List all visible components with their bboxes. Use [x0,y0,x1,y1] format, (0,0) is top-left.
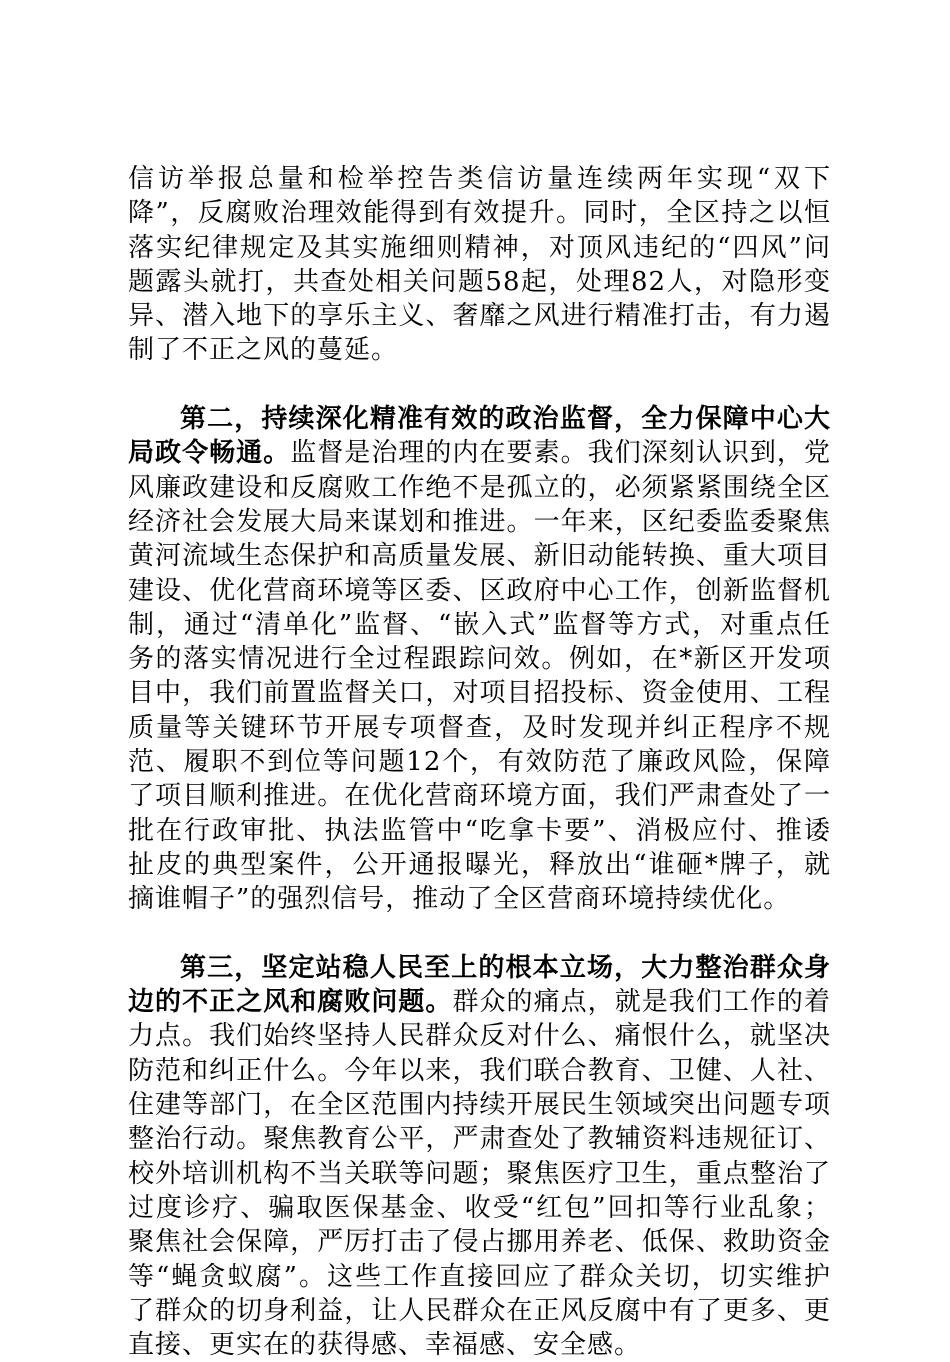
paragraph-2-heading: 第二，持续深化精准有效的政治监督，全力保障中心大局政令畅通。 [128,404,831,469]
paragraph-3-body: 群众的痛点，就是我们工作的着力点。我们始终坚持人民群众反对什么、痛恨什么，就坚决防范和纠正什么。今年以来，我们联合教育、卫健、人社、住建等部门，在全区范围内持续开展民生领域突出问题专项整治行动。聚焦教育公平，严肃查处了教辅资料违规征订、校外培训机构不当关联等问题；聚焦医疗卫生，重点整治了过度诊疗、骗取医保基金、收受“红包”回扣等行业乱象；聚焦社会保障，严厉打击了侵占挪用养老、低保、救助资金等“蝇贪蚁腐”。这些工作直接回应了群众关切，切实维护了群众的切身利益，让人民群众在正风反腐中有了更多、更直接、更实在的获得感、幸福感、安全感。 [128,987,831,1361]
paragraph-1-body: 信访举报总量和检举控告类信访量连续两年实现“双下降”，反腐败治理效能得到有效提升。同时，全区持之以恒落实纪律规定及其实施细则精神，对顶风违纪的“四风”问题露头就打，共查处相关问题58起，处理82人，对隐形变异、潜入地下的享乐主义、奢靡之风进行精准打击，有力遏制了不正之风的蔓延。 [128,164,831,366]
document-page [128,162,831,1362]
paragraph-2-body: 监督是治理的内在要素。我们深刻认识到，党风廉政建设和反腐败工作绝不是孤立的，必须紧紧围绕全区经济社会发展大局来谋划和推进。一年来，区纪委监委聚焦黄河流域生态保护和高质量发展、新旧动能转换、重大项目建设、优化营商环境等区委、区政府中心工作，创新监督机制，通过“清单化”监督、“嵌入式”监督等方式，对重点任务的落实情况进行全过程跟踪问效。例如，在*新区开发项目中，我们前置监督关口，对项目招投标、资金使用、工程质量等关键环节开展专项督查，及时发现并纠正程序不规范、履职不到位等问题12个，有效防范了廉政风险，保障了项目顺利推进。在优化营商环境方面，我们严肃查处了一批在行政审批、执法监管中“吃拿卡要”、消极应付、推诿扯皮的典型案件，公开通报曝光，释放出“谁砸*牌子，就摘谁帽子”的强烈信号，推动了全区营商环境持续优化。 [128,438,831,915]
paragraph-2 [128,402,831,916]
paragraph-3-heading: 第三，坚定站稳人民至上的根本立场，大力整治群众身边的不正之风和腐败问题。 [128,952,831,1018]
paragraph-1 [128,162,831,368]
paragraph-3 [128,951,831,1362]
